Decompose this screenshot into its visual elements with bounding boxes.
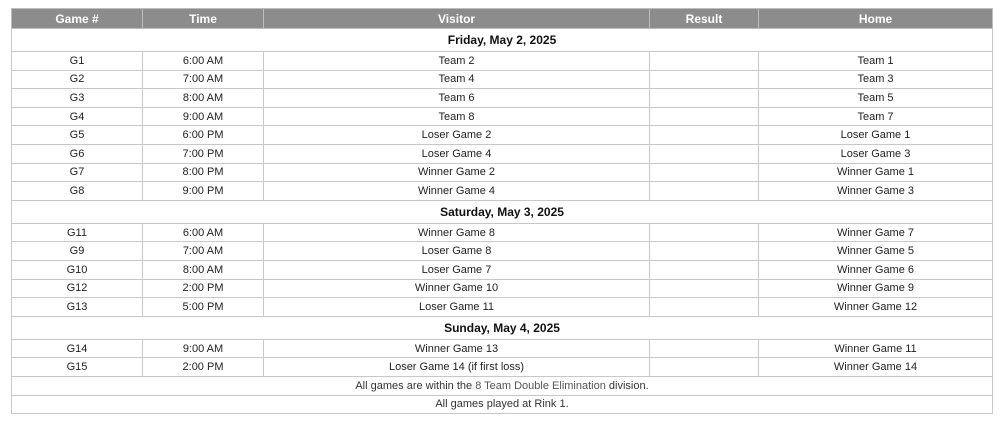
home-cell: Winner Game 11 [759, 339, 993, 358]
rink-note-row [12, 395, 993, 414]
game-row [12, 339, 993, 358]
schedule-header [12, 9, 993, 29]
home-cell: Team 5 [759, 89, 993, 108]
visitor-cell: Team 2 [264, 52, 650, 71]
home-cell: Winner Game 12 [759, 298, 993, 317]
result-cell [650, 89, 759, 108]
visitor-cell: Winner Game 8 [264, 223, 650, 242]
game-number-cell: G8 [12, 182, 143, 201]
time-cell: 6:00 AM [143, 223, 264, 242]
day-heading-row [12, 29, 993, 52]
visitor-cell: Loser Game 4 [264, 144, 650, 163]
schedule-body [12, 29, 993, 377]
schedule-table [11, 8, 993, 414]
division-note-row [12, 376, 993, 395]
time-cell: 7:00 PM [143, 144, 264, 163]
game-row [12, 107, 993, 126]
home-cell: Winner Game 5 [759, 242, 993, 261]
division-note-prefix: All games are within the [355, 379, 476, 392]
home-cell: Winner Game 3 [759, 182, 993, 201]
result-cell [650, 298, 759, 317]
result-cell [650, 339, 759, 358]
game-row [12, 144, 993, 163]
home-cell: Winner Game 7 [759, 223, 993, 242]
visitor-cell: Loser Game 8 [264, 242, 650, 261]
time-cell: 9:00 PM [143, 182, 264, 201]
game-row [12, 89, 993, 108]
time-cell: 6:00 PM [143, 126, 264, 145]
home-cell: Team 1 [759, 52, 993, 71]
game-number-cell: G6 [12, 144, 143, 163]
visitor-cell: Loser Game 14 (if first loss) [264, 358, 650, 377]
day-heading: Friday, May 2, 2025 [12, 29, 993, 52]
header-time: Time [143, 9, 264, 29]
visitor-cell: Team 6 [264, 89, 650, 108]
time-cell: 8:00 AM [143, 260, 264, 279]
time-cell: 2:00 PM [143, 279, 264, 298]
result-cell [650, 242, 759, 261]
day-heading-row [12, 316, 993, 339]
game-number-cell: G9 [12, 242, 143, 261]
header-game-number: Game # [12, 9, 143, 29]
visitor-cell: Loser Game 7 [264, 260, 650, 279]
game-row [12, 358, 993, 377]
game-number-cell: G11 [12, 223, 143, 242]
home-cell: Winner Game 9 [759, 279, 993, 298]
game-number-cell: G4 [12, 107, 143, 126]
game-number-cell: G3 [12, 89, 143, 108]
home-cell: Team 7 [759, 107, 993, 126]
game-number-cell: G2 [12, 70, 143, 89]
day-heading: Sunday, May 4, 2025 [12, 316, 993, 339]
visitor-cell: Winner Game 2 [264, 163, 650, 182]
time-cell: 9:00 AM [143, 339, 264, 358]
visitor-cell: Team 4 [264, 70, 650, 89]
result-cell [650, 223, 759, 242]
result-cell [650, 144, 759, 163]
time-cell: 7:00 AM [143, 242, 264, 261]
time-cell: 8:00 PM [143, 163, 264, 182]
day-heading: Saturday, May 3, 2025 [12, 200, 993, 223]
game-number-cell: G7 [12, 163, 143, 182]
result-cell [650, 279, 759, 298]
result-cell [650, 358, 759, 377]
game-row [12, 126, 993, 145]
result-cell [650, 163, 759, 182]
schedule-footer [12, 376, 993, 413]
division-note-suffix: division. [605, 379, 649, 392]
visitor-cell: Team 8 [264, 107, 650, 126]
game-row [12, 242, 993, 261]
division-link[interactable]: 8 Team Double Elimination [475, 379, 606, 392]
time-cell: 6:00 AM [143, 52, 264, 71]
header-result: Result [650, 9, 759, 29]
time-cell: 9:00 AM [143, 107, 264, 126]
visitor-cell: Loser Game 11 [264, 298, 650, 317]
result-cell [650, 126, 759, 145]
rink-note: All games played at Rink 1. [12, 395, 993, 414]
visitor-cell: Loser Game 2 [264, 126, 650, 145]
schedule-container [11, 8, 992, 414]
visitor-cell: Winner Game 10 [264, 279, 650, 298]
game-row [12, 70, 993, 89]
header-row [12, 9, 993, 29]
time-cell: 5:00 PM [143, 298, 264, 317]
home-cell: Winner Game 6 [759, 260, 993, 279]
home-cell: Team 3 [759, 70, 993, 89]
home-cell: Winner Game 14 [759, 358, 993, 377]
home-cell: Loser Game 3 [759, 144, 993, 163]
game-number-cell: G1 [12, 52, 143, 71]
game-number-cell: G15 [12, 358, 143, 377]
result-cell [650, 260, 759, 279]
time-cell: 7:00 AM [143, 70, 264, 89]
division-note [12, 376, 993, 395]
game-number-cell: G10 [12, 260, 143, 279]
game-number-cell: G5 [12, 126, 143, 145]
day-heading-row [12, 200, 993, 223]
result-cell [650, 107, 759, 126]
game-row [12, 52, 993, 71]
game-row [12, 163, 993, 182]
game-row [12, 260, 993, 279]
time-cell: 2:00 PM [143, 358, 264, 377]
visitor-cell: Winner Game 4 [264, 182, 650, 201]
visitor-cell: Winner Game 13 [264, 339, 650, 358]
time-cell: 8:00 AM [143, 89, 264, 108]
home-cell: Winner Game 1 [759, 163, 993, 182]
result-cell [650, 52, 759, 71]
home-cell: Loser Game 1 [759, 126, 993, 145]
result-cell [650, 70, 759, 89]
header-visitor: Visitor [264, 9, 650, 29]
game-number-cell: G12 [12, 279, 143, 298]
game-row [12, 298, 993, 317]
game-row [12, 279, 993, 298]
header-home: Home [759, 9, 993, 29]
game-number-cell: G13 [12, 298, 143, 317]
result-cell [650, 182, 759, 201]
game-row [12, 182, 993, 201]
game-number-cell: G14 [12, 339, 143, 358]
game-row [12, 223, 993, 242]
